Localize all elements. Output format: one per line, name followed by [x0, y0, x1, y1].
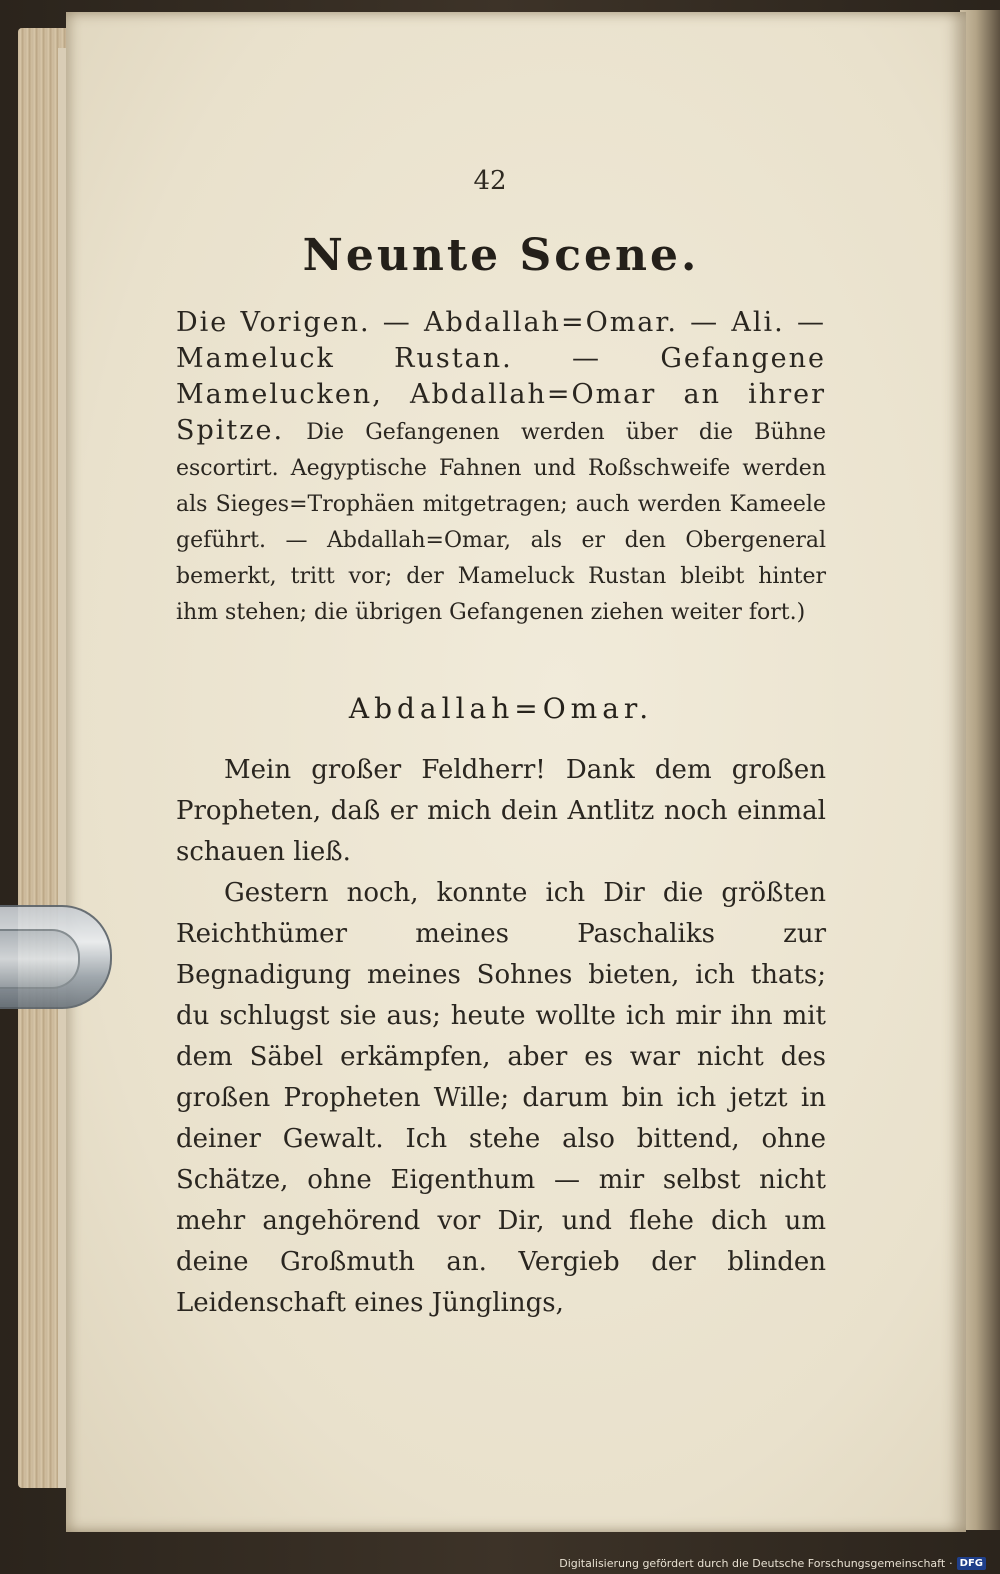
speech-paragraph: Mein großer Feldherr! Dank dem großen Propheten, daß er mich dein Antlitz noch einmal schauen ließ. [176, 755, 826, 867]
speech-body [176, 750, 826, 1324]
book-right-edge [960, 10, 1000, 1530]
digitization-footer: Digitalisierung gefördert durch die Deutsche Forschungsgemeinschaft · DFG [559, 1557, 986, 1570]
stage-direction-text: Die Gefangenen werden über die Bühne escortirt. Aegyptische Fahnen und Roßschweife werden als Sieges=Trophäen mitgetragen; auch werden Kameele geführt. — Abdallah=Omar, als er den Obergeneral bemerkt, tritt vor; der Mameluck Rustan bleibt hinter ihm stehen; die übrigen Gefangenen ziehen weiter fort.) [176, 420, 826, 625]
speaker-name: Abdallah=Omar. [348, 692, 654, 725]
paper-clip-inner [0, 929, 80, 989]
page-number: 42 [473, 166, 507, 196]
scene-title: Neunte Scene. [302, 230, 700, 281]
paper-clip-icon [0, 905, 112, 1009]
dfg-logo-icon: DFG [957, 1557, 986, 1570]
footer-credit: Digitalisierung gefördert durch die Deutsche Forschungsgemeinschaft [559, 1557, 946, 1570]
stage-direction [176, 305, 826, 629]
speech-paragraph: Gestern noch, konnte ich Dir die größten Reichthümer meines Paschaliks zur Begnadigung meines Sohnes bieten, ich thats; du schlugst sie aus; heute wollte ich mir ihn mit dem Säbel erkämpfen, aber es war nicht des großen Propheten Wille; darum bin ich jetzt in deiner Gewalt. Ich stehe also bittend, ohne Schätze, ohne Eigenthum — mir selbst nicht mehr angehörend vor Dir, und flehe dich um deine Großmuth an. Vergieb der blinden Leidenschaft eines Jünglings, [176, 878, 826, 1318]
stage-direction-cast: Die Vorigen. — Abdallah=Omar. — Ali. — Mameluck Rustan. — Gefangene Mamelucken, Abdallah=Omar an ihrer Spitze. [176, 307, 826, 446]
